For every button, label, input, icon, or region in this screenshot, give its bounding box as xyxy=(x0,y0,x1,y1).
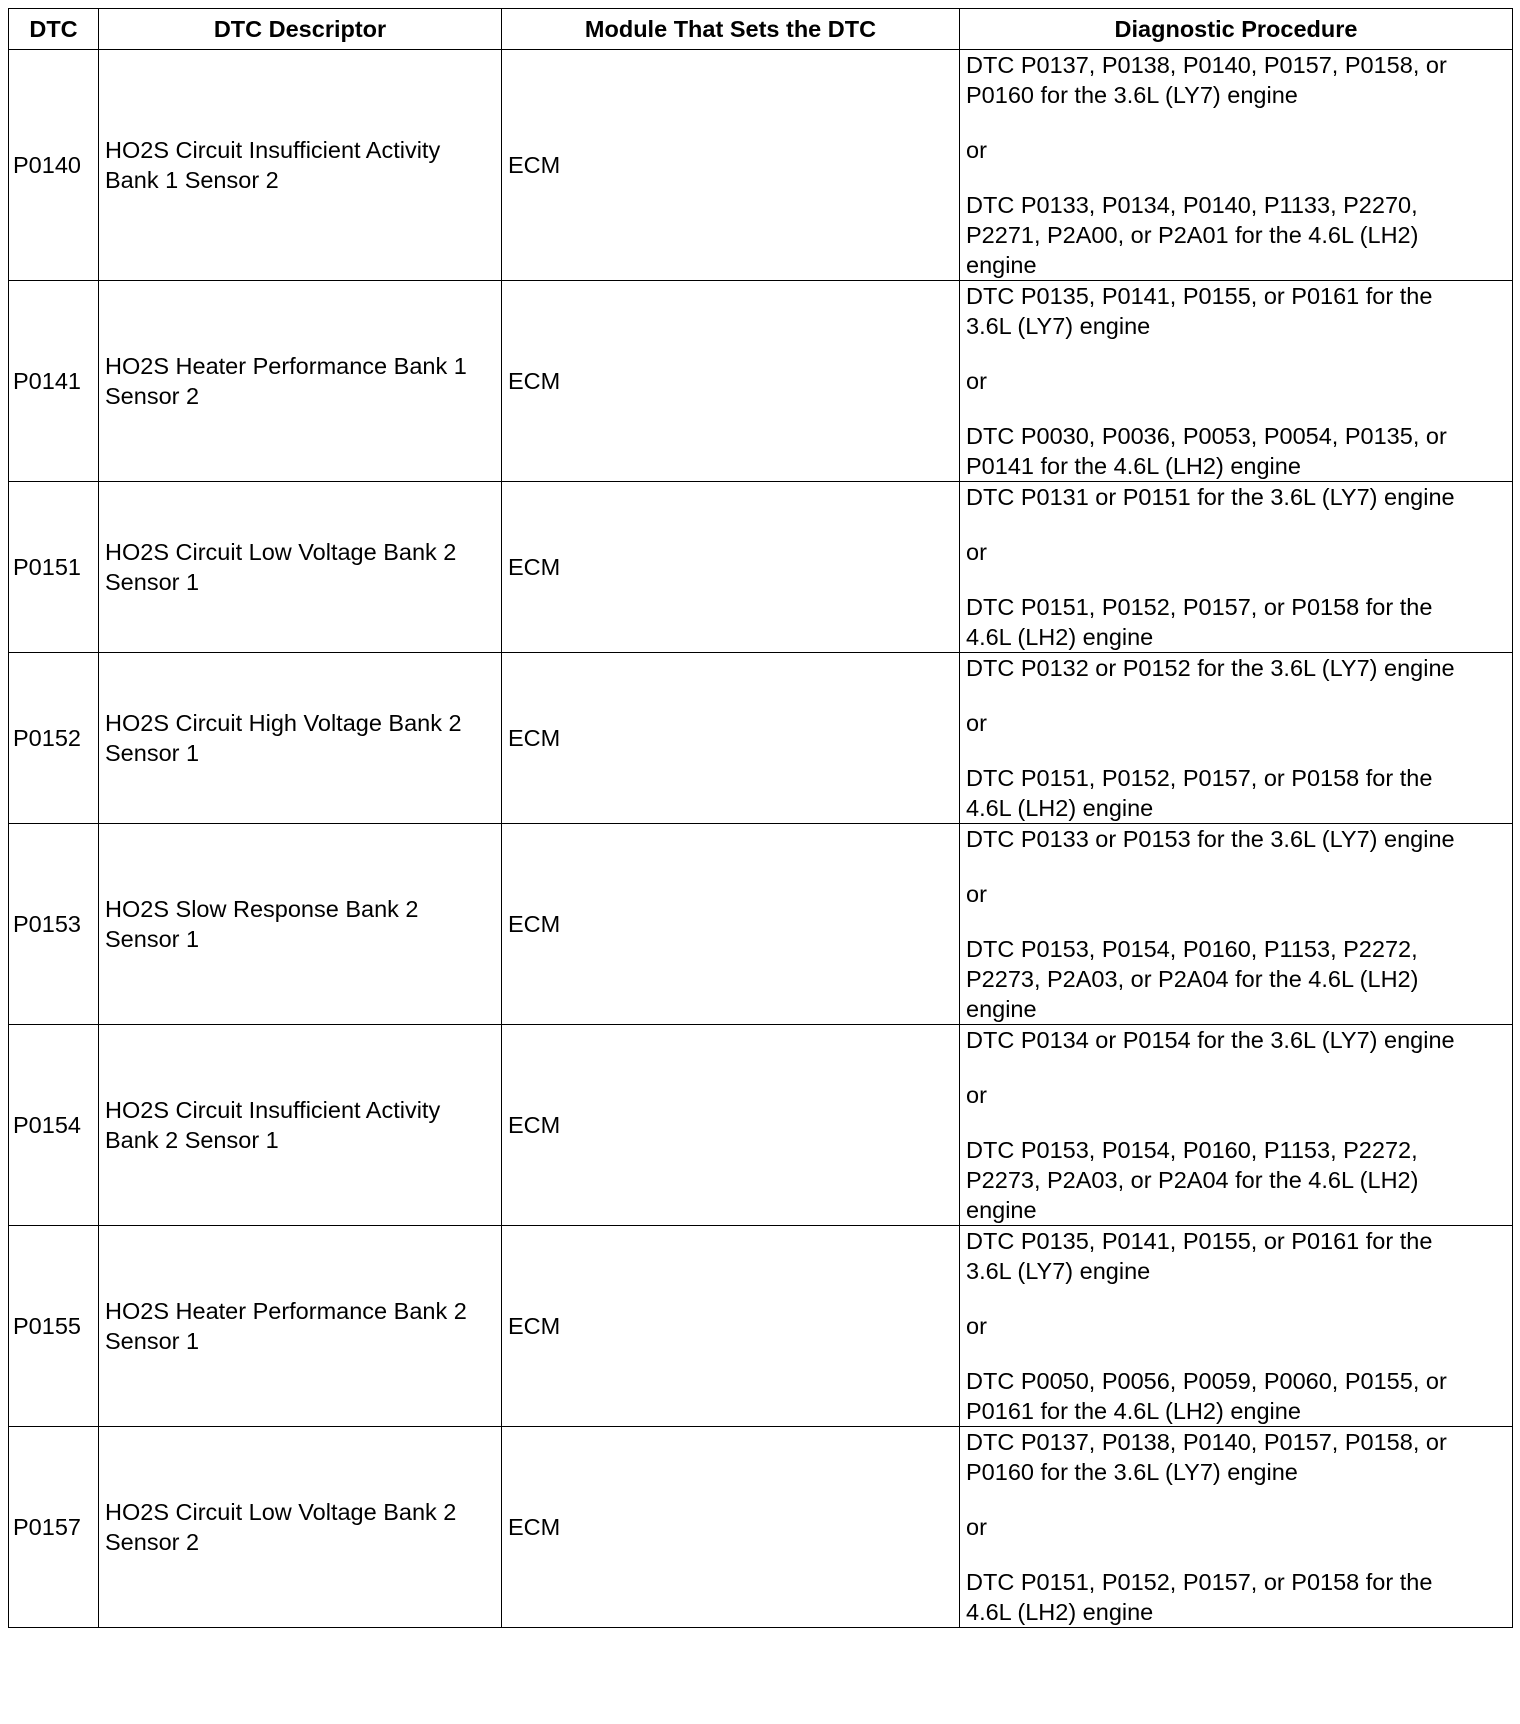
dtc-code: P0155 xyxy=(9,1226,99,1427)
paragraph-spacer xyxy=(966,512,1506,537)
procedure-line: 3.6L (LY7) engine xyxy=(966,313,1151,339)
table-body xyxy=(9,50,1513,1628)
dtc-descriptor xyxy=(99,1226,502,1427)
descriptor-line: Sensor 1 xyxy=(105,1328,200,1354)
paragraph-spacer xyxy=(966,110,1506,135)
dtc-descriptor xyxy=(99,1427,502,1628)
table-row xyxy=(9,482,1513,653)
dtc-descriptor xyxy=(99,1025,502,1226)
table-row xyxy=(9,1427,1513,1628)
diagnostic-procedure xyxy=(960,1025,1513,1226)
procedure-line: DTC P0133, P0134, P0140, P1133, P2270, xyxy=(966,192,1418,218)
descriptor-line: HO2S Heater Performance Bank 1 xyxy=(105,353,467,379)
paragraph-spacer xyxy=(966,396,1506,421)
paragraph-spacer xyxy=(966,1286,1506,1311)
module-name: ECM xyxy=(502,824,960,1025)
descriptor-line: Bank 1 Sensor 2 xyxy=(105,167,279,193)
descriptor-line: Sensor 2 xyxy=(105,1529,200,1555)
procedure-line: DTC P0137, P0138, P0140, P0157, P0158, or xyxy=(966,52,1447,78)
table-row xyxy=(9,50,1513,281)
dtc-table xyxy=(8,8,1513,1628)
procedure-line: 4.6L (LH2) engine xyxy=(966,795,1154,821)
procedure-line: DTC P0030, P0036, P0053, P0054, P0135, or xyxy=(966,423,1447,449)
dtc-descriptor xyxy=(99,824,502,1025)
module-name: ECM xyxy=(502,653,960,824)
descriptor-line: HO2S Circuit Insufficient Activity xyxy=(105,1097,441,1123)
procedure-line: engine xyxy=(966,252,1037,278)
module-name: ECM xyxy=(502,281,960,482)
header-diagnostic-procedure: Diagnostic Procedure xyxy=(960,9,1513,50)
paragraph-spacer xyxy=(966,341,1506,366)
procedure-line: P0141 for the 4.6L (LH2) engine xyxy=(966,453,1301,479)
paragraph-spacer xyxy=(966,1542,1506,1567)
procedure-line: P0160 for the 3.6L (LY7) engine xyxy=(966,1459,1298,1485)
procedure-line: DTC P0135, P0141, P0155, or P0161 for the xyxy=(966,283,1433,309)
dtc-code: P0157 xyxy=(9,1427,99,1628)
header-dtc-descriptor: DTC Descriptor xyxy=(99,9,502,50)
header-dtc: DTC xyxy=(9,9,99,50)
dtc-descriptor xyxy=(99,281,502,482)
diagnostic-procedure xyxy=(960,824,1513,1025)
diagnostic-procedure xyxy=(960,1226,1513,1427)
procedure-line: or xyxy=(966,368,987,394)
table-row xyxy=(9,824,1513,1025)
procedure-line: or xyxy=(966,1514,987,1540)
procedure-line: P2273, P2A03, or P2A04 for the 4.6L (LH2) xyxy=(966,1167,1419,1193)
descriptor-line: HO2S Circuit Low Voltage Bank 2 xyxy=(105,539,457,565)
procedure-line: DTC P0153, P0154, P0160, P1153, P2272, xyxy=(966,936,1418,962)
table-row xyxy=(9,653,1513,824)
header-row xyxy=(9,9,1513,50)
dtc-descriptor xyxy=(99,50,502,281)
procedure-line: DTC P0134 or P0154 for the 3.6L (LY7) engine xyxy=(966,1027,1455,1053)
descriptor-line: Sensor 1 xyxy=(105,740,200,766)
procedure-line: 3.6L (LY7) engine xyxy=(966,1258,1151,1284)
descriptor-line: HO2S Circuit Low Voltage Bank 2 xyxy=(105,1499,457,1525)
diagnostic-procedure xyxy=(960,653,1513,824)
procedure-line: DTC P0131 or P0151 for the 3.6L (LY7) engine xyxy=(966,484,1455,510)
procedure-line: DTC P0135, P0141, P0155, or P0161 for the xyxy=(966,1228,1433,1254)
table-row xyxy=(9,1226,1513,1427)
procedure-line: engine xyxy=(966,1197,1037,1223)
dtc-code: P0152 xyxy=(9,653,99,824)
descriptor-line: Sensor 1 xyxy=(105,569,200,595)
procedure-line: P2271, P2A00, or P2A01 for the 4.6L (LH2) xyxy=(966,222,1419,248)
procedure-line: DTC P0050, P0056, P0059, P0060, P0155, or xyxy=(966,1368,1447,1394)
paragraph-spacer xyxy=(966,567,1506,592)
procedure-line: DTC P0151, P0152, P0157, or P0158 for the xyxy=(966,594,1433,620)
descriptor-line: HO2S Heater Performance Bank 2 xyxy=(105,1298,467,1324)
module-name: ECM xyxy=(502,482,960,653)
descriptor-line: Bank 2 Sensor 1 xyxy=(105,1127,279,1153)
procedure-line: P0161 for the 4.6L (LH2) engine xyxy=(966,1398,1301,1424)
descriptor-line: HO2S Circuit High Voltage Bank 2 xyxy=(105,710,462,736)
module-name: ECM xyxy=(502,1226,960,1427)
procedure-line: DTC P0153, P0154, P0160, P1153, P2272, xyxy=(966,1137,1418,1163)
dtc-code: P0140 xyxy=(9,50,99,281)
descriptor-line: HO2S Slow Response Bank 2 xyxy=(105,896,419,922)
procedure-line: DTC P0133 or P0153 for the 3.6L (LY7) engine xyxy=(966,826,1455,852)
procedure-line: DTC P0151, P0152, P0157, or P0158 for the xyxy=(966,1569,1433,1595)
module-name: ECM xyxy=(502,1427,960,1628)
paragraph-spacer xyxy=(966,1110,1506,1135)
paragraph-spacer xyxy=(966,683,1506,708)
paragraph-spacer xyxy=(966,165,1506,190)
module-name: ECM xyxy=(502,1025,960,1226)
procedure-line: or xyxy=(966,1082,987,1108)
table-header xyxy=(9,9,1513,50)
procedure-line: or xyxy=(966,539,987,565)
procedure-line: 4.6L (LH2) engine xyxy=(966,1599,1154,1625)
procedure-line: 4.6L (LH2) engine xyxy=(966,624,1154,650)
procedure-line: DTC P0137, P0138, P0140, P0157, P0158, or xyxy=(966,1429,1447,1455)
procedure-line: P0160 for the 3.6L (LY7) engine xyxy=(966,82,1298,108)
paragraph-spacer xyxy=(966,854,1506,879)
descriptor-line: HO2S Circuit Insufficient Activity xyxy=(105,137,441,163)
dtc-code: P0141 xyxy=(9,281,99,482)
diagnostic-procedure xyxy=(960,1427,1513,1628)
procedure-line: engine xyxy=(966,996,1037,1022)
dtc-code: P0151 xyxy=(9,482,99,653)
dtc-descriptor xyxy=(99,482,502,653)
diagnostic-procedure xyxy=(960,482,1513,653)
diagnostic-procedure xyxy=(960,281,1513,482)
procedure-line: or xyxy=(966,710,987,736)
header-module: Module That Sets the DTC xyxy=(502,9,960,50)
procedure-line: P2273, P2A03, or P2A04 for the 4.6L (LH2) xyxy=(966,966,1419,992)
paragraph-spacer xyxy=(966,1341,1506,1366)
descriptor-line: Sensor 1 xyxy=(105,926,200,952)
dtc-descriptor xyxy=(99,653,502,824)
table-row xyxy=(9,281,1513,482)
paragraph-spacer xyxy=(966,1487,1506,1512)
paragraph-spacer xyxy=(966,1055,1506,1080)
dtc-code: P0154 xyxy=(9,1025,99,1226)
table-row xyxy=(9,1025,1513,1226)
procedure-line: or xyxy=(966,881,987,907)
paragraph-spacer xyxy=(966,738,1506,763)
dtc-code: P0153 xyxy=(9,824,99,1025)
procedure-line: DTC P0151, P0152, P0157, or P0158 for the xyxy=(966,765,1433,791)
procedure-line: or xyxy=(966,137,987,163)
procedure-line: DTC P0132 or P0152 for the 3.6L (LY7) engine xyxy=(966,655,1455,681)
module-name: ECM xyxy=(502,50,960,281)
diagnostic-procedure xyxy=(960,50,1513,281)
descriptor-line: Sensor 2 xyxy=(105,383,200,409)
paragraph-spacer xyxy=(966,909,1506,934)
procedure-line: or xyxy=(966,1313,987,1339)
